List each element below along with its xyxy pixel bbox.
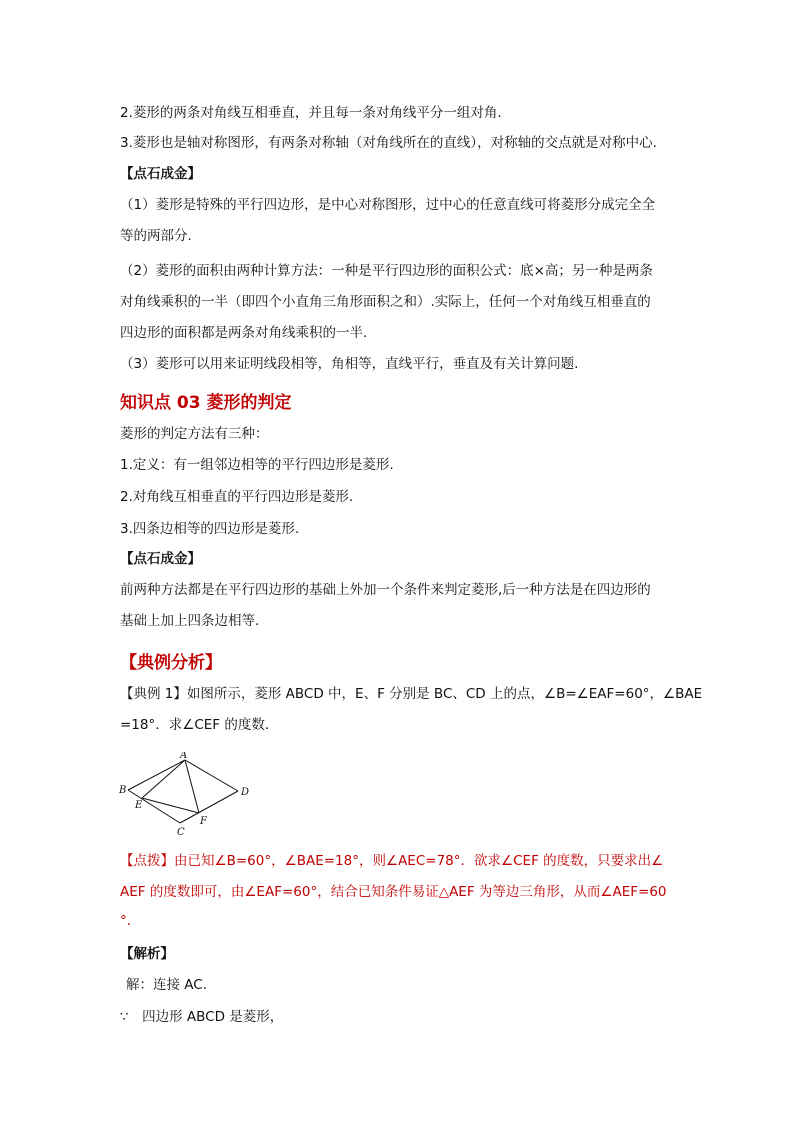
examples-heading: 【典例分析】 xyxy=(120,653,222,673)
tip-2-line-3: 四边形的面积都是两条对角线乘积的一半. xyxy=(120,325,368,341)
solution-line-1: 解：连接 AC． xyxy=(126,977,217,993)
point-label-e: E xyxy=(135,800,143,811)
hint-line-1: 【点拨】由已知∠B=60°，∠BAE=18°，则∠AEC=78°．欲求∠CEF 的度数，只要求出∠ xyxy=(120,853,664,869)
rhombus-figure xyxy=(118,752,258,840)
tip-3: （3）菱形可以用来证明线段相等，角相等，直线平行，垂直及有关计算问题. xyxy=(120,356,579,372)
segment-dc xyxy=(180,791,238,823)
property-2: 2.菱形的两条对角线互相垂直，并且每一条对角线平分一组对角. xyxy=(120,105,502,121)
hint-line-2: AEF 的度数即可，由∠EAF=60°，结合已知条件易证△AEF 为等边三角形，从而∠AEF=60 xyxy=(120,884,667,900)
tips-title-1: 【点石成金】 xyxy=(120,166,201,182)
tip-2-line-1: （2）菱形的面积由两种计算方法：一种是平行四边形的面积公式：底×高；另一种是两条 xyxy=(120,263,653,279)
judgement-intro: 菱形的判定方法有三种： xyxy=(120,426,269,442)
hint-line-3: °． xyxy=(120,913,141,929)
point-label-b: B xyxy=(119,785,127,796)
solution-line-2: ∵ 四边形 ABCD 是菱形， xyxy=(120,1009,284,1025)
point-label-f: F xyxy=(200,816,207,827)
tips-title-2: 【点石成金】 xyxy=(120,551,201,567)
example-1-line-1: 【典例 1】如图所示，菱形 ABCD 中，E、F 分别是 BC、CD 上的点，∠B=∠EAF=60°，∠BAE xyxy=(120,686,703,702)
point-label-c: C xyxy=(177,827,185,838)
section-heading-judgement: 知识点 03 菱形的判定 xyxy=(120,393,292,413)
judgement-method-1: 1.定义：有一组邻边相等的平行四边形是菱形. xyxy=(120,457,394,473)
tip-1-line-1: （1）菱形是特殊的平行四边形，是中心对称图形，过中心的任意直线可将菱形分成完全全 xyxy=(120,197,656,213)
tips-2-line-2: 基础上加上四条边相等. xyxy=(120,613,260,629)
analysis-title: 【解析】 xyxy=(120,946,174,962)
tips-2-line-1: 前两种方法都是在平行四边形的基础上外加一个条件来判定菱形,后一种方法是在四边形的 xyxy=(120,582,651,598)
judgement-method-3: 3.四条边相等的四边形是菱形. xyxy=(120,521,300,537)
tip-2-line-2: 对角线乘积的一半（即四个小直角三角形面积之和）.实际上，任何一个对角线互相垂直的 xyxy=(120,294,651,310)
tip-1-line-2: 等的两部分. xyxy=(120,228,192,244)
example-1-line-2: =18°．求∠CEF 的度数． xyxy=(120,717,279,733)
segment-ad xyxy=(185,760,238,791)
segment-ef xyxy=(142,798,199,813)
point-label-a: A xyxy=(180,752,188,761)
judgement-method-2: 2.对角线互相垂直的平行四边形是菱形. xyxy=(120,489,354,505)
segment-af xyxy=(185,760,199,813)
property-3: 3.菱形也是轴对称图形，有两条对称轴（对角线所在的直线），对称轴的交点就是对称中心. xyxy=(120,135,657,151)
point-label-d: D xyxy=(241,787,250,798)
